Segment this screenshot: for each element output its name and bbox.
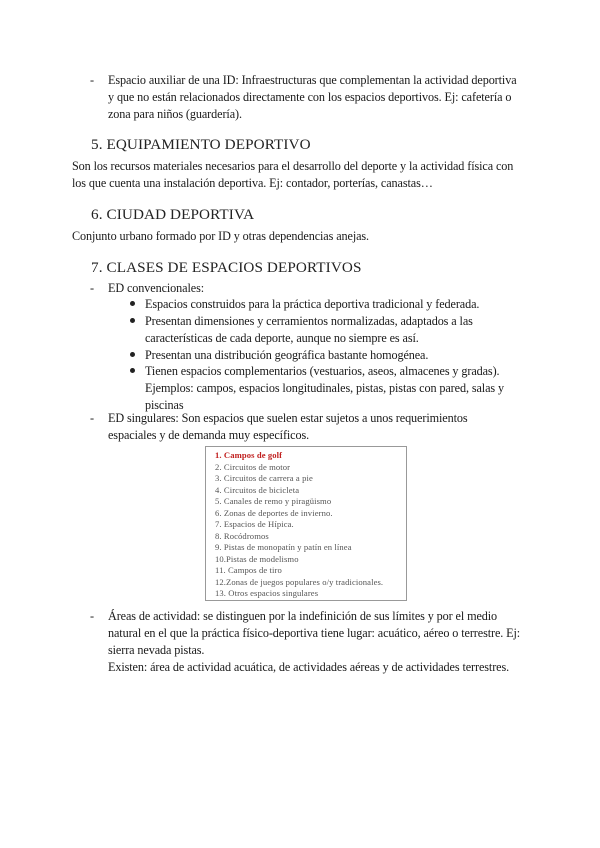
bullet-2-line-2: características de cada deporte, aunque no siempre es así. xyxy=(145,331,419,345)
figure-item: 8. Rocódromos xyxy=(215,530,269,541)
figure-item: 3. Circuitos de carrera a pie xyxy=(215,473,313,483)
dash-marker: - xyxy=(90,281,95,295)
figure-item: 6. Zonas de deportes de invierno. xyxy=(215,507,333,518)
figure-item: 4. Circuitos de bicicleta xyxy=(215,484,300,495)
bullet-2-line-1: Presentan dimensiones y cerramientos normalizadas, adaptados a las xyxy=(145,314,473,328)
bullet-1-line-1: Espacios construidos para la práctica deportiva tradicional y federada. xyxy=(145,297,480,311)
activity-line-2: natural en el que la práctica físico-deportiva tiene lugar: acuático, aéreo o terrestre. Ej: xyxy=(108,626,521,640)
section-6-heading: 6. CIUDAD DEPORTIVA xyxy=(91,206,255,223)
activity-extra: Existen: área de actividad acuática, de actividades aéreas y de actividades terrestres. xyxy=(108,660,510,674)
section-5-line-2: los que cuenta una instalación deportiva. Ej: contador, porterías, canastas… xyxy=(72,176,433,190)
figure-item: 13. Otros espacios singulares xyxy=(215,588,319,598)
bullet-marker xyxy=(130,318,135,323)
figure-item: 7. Espacios de Hípica. xyxy=(215,519,294,529)
dash-marker: - xyxy=(90,609,95,623)
figure-item: 10.Pistas de modelismo xyxy=(215,553,299,564)
figure-item: 12.Zonas de juegos populares o/y tradicionales. xyxy=(215,576,384,587)
section-6-line-1: Conjunto urbano formado por ID y otras dependencias anejas. xyxy=(72,229,370,243)
activity-line-1: Áreas de actividad: se distinguen por la indefinición de sus límites y por el medio xyxy=(108,609,498,623)
singular-line-2: espaciales y de demanda muy específicos. xyxy=(108,428,310,442)
intro-line-1: Espacio auxiliar de una ID: Infraestructuras que complementan la actividad deportiva xyxy=(108,73,517,87)
section-5-heading: 5. EQUIPAMIENTO DEPORTIVO xyxy=(91,136,311,153)
section-5-line-1: Son los recursos materiales necesarios para el desarrollo del deporte y la actividad física con xyxy=(72,159,514,173)
bullet-4-line-3: piscinas xyxy=(145,398,184,412)
figure-item: 11. Campos de tiro xyxy=(215,565,282,575)
section-7-heading: 7. CLASES DE ESPACIOS DEPORTIVOS xyxy=(91,259,362,276)
intro-line-2: y que no están relacionados directamente con los espacios deportivos. Ej: cafetería o xyxy=(108,90,512,104)
figure-item: 2. Circuitos de motor xyxy=(215,461,291,472)
figure-item: 1. Campos de golf xyxy=(215,450,283,460)
bullet-marker xyxy=(130,301,135,306)
bullet-4-line-2: Ejemplos: campos, espacios longitudinales, pistas, pistas con pared, salas y xyxy=(145,381,504,395)
intro-line-3: zona para niños (guardería). xyxy=(108,107,242,121)
activity-line-3: sierra nevada pistas. xyxy=(108,643,205,657)
bullet-4-line-1: Tienen espacios complementarios (vestuarios, aseos, almacenes y gradas). xyxy=(145,364,500,378)
singular-line-1: ED singulares: Son espacios que suelen estar sujetos a unos requerimientos xyxy=(108,411,468,425)
bullet-marker xyxy=(130,352,135,357)
dash-marker: - xyxy=(90,73,95,87)
bullet-3-line-1: Presentan una distribución geográfica bastante homogénea. xyxy=(145,348,429,362)
singular-spaces-figure xyxy=(205,446,407,601)
bullet-marker xyxy=(130,368,135,373)
figure-item: 9. Pistas de monopatín y patín en línea xyxy=(215,542,352,552)
figure-item: 5. Canales de remo y piragüismo xyxy=(215,496,332,506)
conventional-label: ED convencionales: xyxy=(108,281,205,295)
dash-marker: - xyxy=(90,411,95,425)
